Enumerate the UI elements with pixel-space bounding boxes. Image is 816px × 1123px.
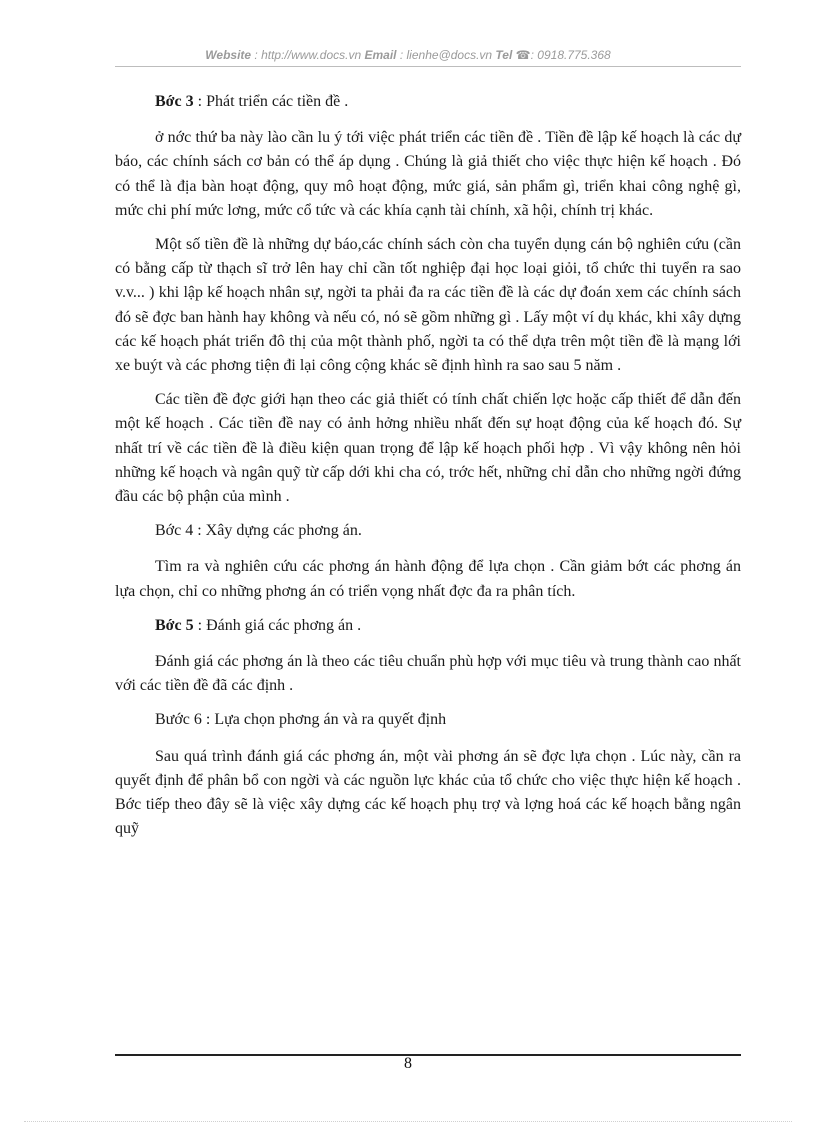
step-5-title: : Đánh giá các phơng án . — [197, 616, 362, 634]
paragraph-1: ở nớc thứ ba này lào cần lu ý tới việc phát triển các tiền đề . Tiền đề lập kế hoạch là các dự báo, các chính sách cơ bản có thể áp dụng . Chúng là giả thiết cho việc thực hiện kế hoạch . Đó có thể là địa bàn hoạt động, quy mô hoạt động, mức giá, sản phẩm gì, triển khai công nghệ gì, mức chi phí mức lơng, mức cổ tức và các khía cạnh tài chính, xã hội, chính trị khác. — [115, 129, 741, 219]
paragraph-3: Các tiền đề đợc giới hạn theo các giả thiết có tính chất chiến lợc hoặc cấp thiết để dẫn đến một kế hoạch . Các tiền đề nay có ảnh hởng nhiều nhất đến sự hoạt động của kế hoạch đó. Sự nhất trí về các tiền đề là điều kiện quan trọng để lập kế hoạch phối hợp . Vì vậy không nên hỏi những kế hoạch và ngân quỹ từ cấp dới khi cha có, trớc hết, những chỉ dẫn cho những ngời đứng đầu các bộ phận của mình . — [115, 391, 741, 506]
tel-value: : 0918.775.368 — [530, 48, 611, 62]
page-number: 8 — [404, 1055, 412, 1072]
document-body — [115, 90, 741, 851]
email-value[interactable]: : lienhe@docs.vn — [399, 48, 493, 62]
paragraph-6: Sau quá trình đánh giá các phơng án, một vài phơng án sẽ đợc lựa chọn . Lúc này, cần ra quyết định để phân bổ con ngời và các nguồn lực khác của tổ chức cho việc thực hiện kế hoạch . Bớc tiếp theo đây sẽ là việc xây dựng các kế hoạch phụ trợ và lợng hoá các kế hoạch bằng ngân quỹ — [115, 747, 741, 838]
tel-label: Tel — [495, 48, 513, 62]
step-5-label: Bớc 5 — [155, 616, 194, 634]
paragraph-4: Tìm ra và nghiên cứu các phơng án hành động để lựa chọn . Cần giảm bớt các phơng án lựa chọn, chỉ co những phơng án có triển vọng nhất đợc đa ra phân tích. — [115, 558, 741, 600]
step-6-heading: Bước 6 : Lựa chọn phơng án và ra quyết định — [155, 711, 447, 729]
paragraph-5: Đánh giá các phơng án là theo các tiêu chuẩn phù hợp với mục tiêu và trung thành cao nhất với các tiền đề đã các định . — [115, 653, 741, 695]
step-4-heading: Bớc 4 : Xây dựng các phơng án. — [155, 522, 362, 540]
step-3-heading — [115, 90, 741, 114]
step-3-label: Bớc 3 — [155, 93, 194, 110]
email-label: Email — [364, 48, 397, 62]
header-divider — [115, 66, 741, 67]
step-5-heading — [115, 614, 741, 638]
website-label: Website — [205, 48, 252, 62]
step-3-title: : Phát triển các tiền đề . — [197, 93, 349, 110]
page-header — [0, 48, 816, 62]
page-bottom-edge — [24, 1121, 792, 1122]
website-value[interactable]: : http://www.docs.vn — [254, 48, 362, 62]
phone-icon: ☎ — [515, 48, 531, 62]
paragraph-2: Một số tiền đề là những dự báo,các chính sách còn cha tuyển dụng cán bộ nghiên cứu (cần có bằng cấp từ thạch sĩ trở lên hay chỉ cần tốt nghiệp đại học loại giỏi, tổ chức thi tuyển ra sao v.v... ) khi lập kế hoạch nhân sự, ngời ta phải đa ra các tiền đề là các dự đoán xem các chính sách đó sẽ đợc ban hành hay không và nếu có, nó sẽ gồm những gì . Lấy một ví dụ khác, khi xây dựng các kế hoạch phát triển đô thị của một thành phố, ngời ta có thể dựa trên một tiền đề là mạng lới xe buýt và các phơng tiện đi lại công cộng khác sẽ định hình ra sao sau 5 năm . — [115, 236, 741, 375]
